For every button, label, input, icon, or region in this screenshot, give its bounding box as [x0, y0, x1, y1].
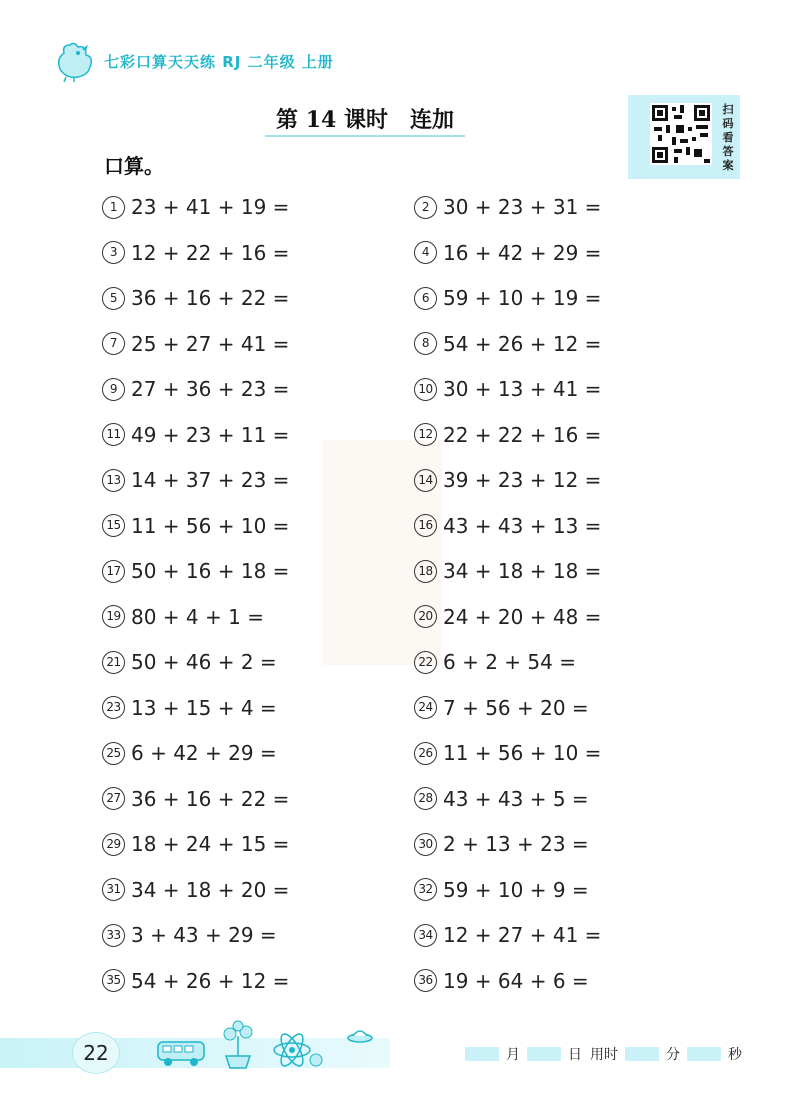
problem-number: 21	[102, 651, 125, 674]
problem-item	[102, 736, 277, 770]
problem-expression: 24 + 20 + 48 =	[443, 604, 602, 629]
problem-number: 18	[414, 560, 437, 583]
problem-item	[414, 372, 601, 406]
problem-number: 12	[414, 423, 437, 446]
problem-number: 17	[102, 560, 125, 583]
month-blank[interactable]	[465, 1047, 499, 1061]
problem-number: 22	[414, 651, 437, 674]
problem-number: 35	[102, 969, 125, 992]
problem-number: 31	[102, 878, 125, 901]
problem-item	[414, 873, 589, 907]
problem-item	[102, 873, 289, 907]
problem-number: 10	[414, 378, 437, 401]
problem-item	[102, 463, 289, 497]
atom-icon	[274, 1031, 322, 1069]
problem-item	[102, 418, 289, 452]
problem-expression: 80 + 4 + 1 =	[131, 604, 264, 629]
month-label: 月	[506, 1047, 520, 1063]
time-used-label: 用时	[590, 1047, 618, 1063]
footer-illustration	[150, 1020, 390, 1070]
problem-number: 2	[414, 196, 437, 219]
problem-expression: 59 + 10 + 19 =	[443, 286, 602, 310]
problem-number: 5	[102, 287, 125, 310]
title-underline	[265, 135, 465, 137]
problem-expression: 34 + 18 + 20 =	[131, 877, 290, 902]
problem-item	[102, 645, 277, 679]
minutes-blank[interactable]	[625, 1047, 659, 1061]
problem-expression: 39 + 23 + 12 =	[443, 468, 602, 492]
problem-expression: 11 + 56 + 10 =	[443, 741, 602, 765]
date-record-line	[462, 1044, 746, 1064]
problem-item	[414, 281, 601, 315]
qr-code-icon[interactable]	[650, 103, 712, 165]
problem-number: 7	[102, 332, 125, 355]
problem-expression: 2 + 13 + 23 =	[443, 832, 589, 856]
problem-number: 26	[414, 742, 437, 765]
page-number: 22	[72, 1032, 120, 1074]
problem-expression: 7 + 56 + 20 =	[443, 695, 589, 720]
problem-item	[102, 782, 289, 816]
problem-expression: 6 + 2 + 54 =	[443, 650, 576, 674]
problem-item	[102, 600, 264, 634]
problem-number: 34	[414, 924, 437, 947]
problem-item	[414, 691, 589, 725]
potted-plant-icon	[224, 1021, 252, 1068]
problem-number: 30	[414, 833, 437, 856]
problem-expression: 13 + 15 + 4 =	[131, 695, 277, 720]
problem-expression: 43 + 43 + 13 =	[443, 513, 602, 538]
problem-number: 27	[102, 787, 125, 810]
problem-item	[414, 918, 601, 952]
problem-expression: 3 + 43 + 29 =	[131, 923, 277, 947]
problem-item	[102, 327, 289, 361]
problem-item	[414, 236, 601, 270]
day-label: 日	[568, 1047, 582, 1063]
problem-item	[102, 190, 289, 224]
problem-expression: 36 + 16 + 22 =	[131, 786, 290, 811]
minutes-label: 分	[666, 1047, 680, 1063]
problem-item	[414, 509, 601, 543]
problem-item	[414, 463, 601, 497]
problem-item	[414, 190, 601, 224]
problem-number: 32	[414, 878, 437, 901]
problem-item	[414, 327, 601, 361]
rooster-logo-icon	[52, 39, 98, 83]
problem-number: 11	[102, 423, 125, 446]
problem-number: 29	[102, 833, 125, 856]
problem-expression: 54 + 26 + 12 =	[131, 968, 290, 993]
problem-item	[102, 554, 289, 588]
day-blank[interactable]	[527, 1047, 561, 1061]
problem-number: 3	[102, 241, 125, 264]
problem-item	[414, 600, 601, 634]
problem-number: 9	[102, 378, 125, 401]
problem-item	[414, 418, 601, 452]
problem-expression: 36 + 16 + 22 =	[131, 286, 290, 310]
problem-item	[414, 827, 589, 861]
problem-expression: 59 + 10 + 9 =	[443, 877, 589, 902]
problem-number: 19	[102, 605, 125, 628]
problem-expression: 18 + 24 + 15 =	[131, 832, 290, 856]
problem-expression: 30 + 23 + 31 =	[443, 195, 602, 219]
problem-number: 36	[414, 969, 437, 992]
problem-number: 14	[414, 469, 437, 492]
series-header	[52, 36, 372, 86]
problem-item	[102, 236, 289, 270]
problem-item	[414, 964, 589, 998]
problem-expression: 12 + 27 + 41 =	[443, 923, 602, 947]
problem-item	[102, 509, 289, 543]
problem-expression: 11 + 56 + 10 =	[131, 513, 290, 538]
problem-item	[102, 964, 289, 998]
problem-item	[102, 691, 277, 725]
problem-item	[102, 827, 289, 861]
seconds-label: 秒	[728, 1047, 742, 1063]
problem-expression: 12 + 22 + 16 =	[131, 240, 290, 265]
problem-number: 4	[414, 241, 437, 264]
problem-expression: 16 + 42 + 29 =	[443, 240, 602, 265]
problem-expression: 49 + 23 + 11 =	[131, 422, 290, 447]
problem-expression: 30 + 13 + 41 =	[443, 377, 602, 401]
problem-expression: 6 + 42 + 29 =	[131, 741, 277, 765]
ufo-icon	[348, 1031, 372, 1042]
seconds-blank[interactable]	[687, 1047, 721, 1061]
problem-expression: 19 + 64 + 6 =	[443, 968, 589, 993]
problem-number: 24	[414, 696, 437, 719]
lesson-title: 第 14 课时 连加	[276, 107, 454, 133]
qr-label: 扫码看答案	[722, 103, 734, 172]
problem-item	[102, 281, 289, 315]
problem-number: 8	[414, 332, 437, 355]
problem-expression: 50 + 16 + 18 =	[131, 559, 290, 583]
problem-expression: 50 + 46 + 2 =	[131, 650, 277, 674]
problem-item	[414, 736, 601, 770]
series-title: 七彩口算天天练 RJ 二年级 上册	[104, 52, 334, 71]
problem-expression: 25 + 27 + 41 =	[131, 331, 290, 356]
problem-number: 20	[414, 605, 437, 628]
problem-item	[102, 372, 289, 406]
problem-expression: 34 + 18 + 18 =	[443, 559, 602, 583]
problem-number: 33	[102, 924, 125, 947]
problem-expression: 54 + 26 + 12 =	[443, 331, 602, 356]
problem-number: 28	[414, 787, 437, 810]
problem-expression: 23 + 41 + 19 =	[131, 195, 290, 219]
problem-number: 23	[102, 696, 125, 719]
problem-expression: 43 + 43 + 5 =	[443, 786, 589, 811]
problem-expression: 27 + 36 + 23 =	[131, 377, 290, 401]
problem-number: 13	[102, 469, 125, 492]
problem-item	[414, 782, 589, 816]
problem-item	[102, 918, 277, 952]
problem-expression: 22 + 22 + 16 =	[443, 422, 602, 447]
problem-expression: 14 + 37 + 23 =	[131, 468, 290, 492]
problem-number: 15	[102, 514, 125, 537]
qr-answer-panel[interactable]	[628, 95, 740, 179]
problem-item	[414, 554, 601, 588]
problem-number: 6	[414, 287, 437, 310]
exercise-instruction: 口算。	[104, 154, 164, 178]
problem-number: 16	[414, 514, 437, 537]
bus-icon	[158, 1042, 204, 1066]
problem-item	[414, 645, 576, 679]
problem-number: 25	[102, 742, 125, 765]
problem-number: 1	[102, 196, 125, 219]
